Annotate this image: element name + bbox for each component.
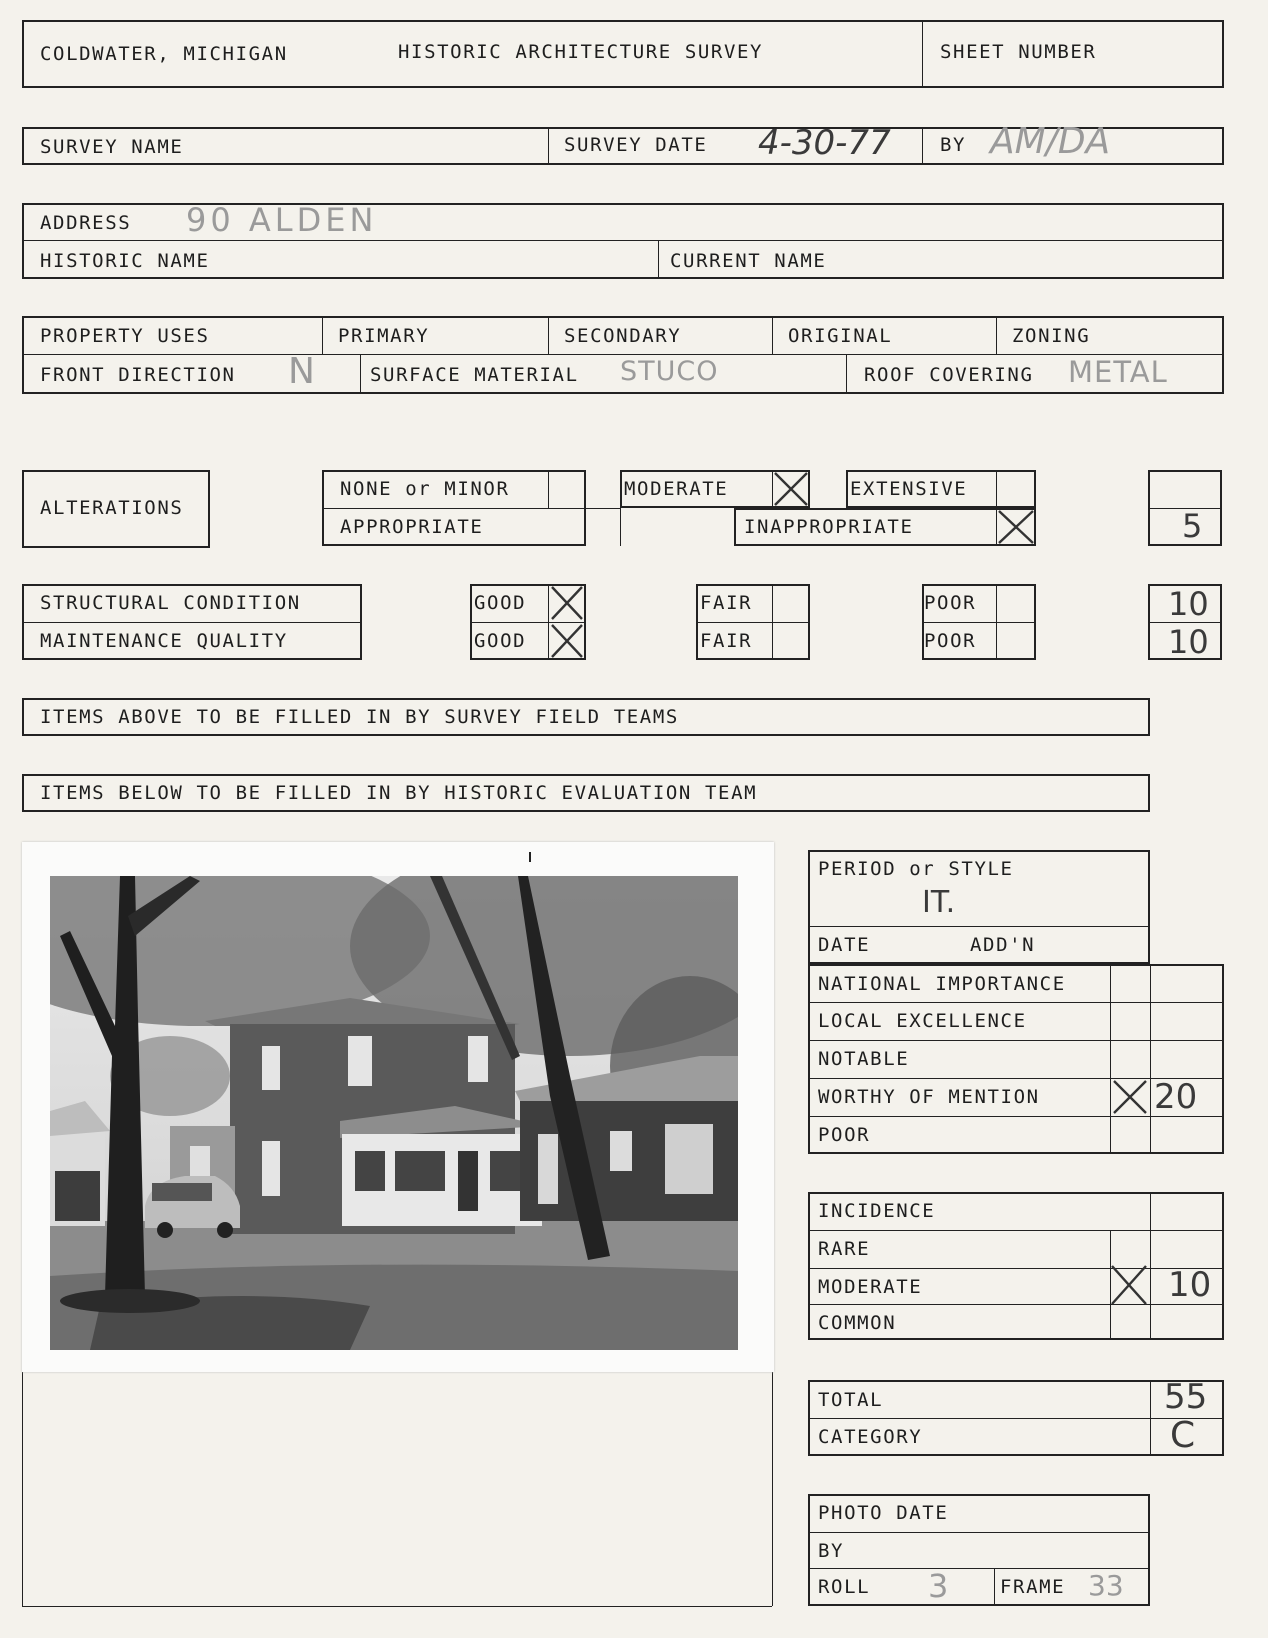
survey-divider-2	[922, 127, 923, 165]
photo-date-label: PHOTO DATE	[818, 1502, 949, 1524]
totals-score-col	[1150, 1380, 1151, 1456]
incidence-score: 10	[1168, 1265, 1212, 1305]
alterations-label: ALTERATIONS	[40, 497, 184, 519]
alt-moderate-checked-icon	[772, 470, 810, 508]
roll-value: 3	[928, 1567, 949, 1605]
worthy-score: 20	[1154, 1077, 1198, 1117]
incidence-row-1	[808, 1230, 1224, 1231]
structural-condition-label: STRUCTURAL CONDITION	[40, 592, 301, 614]
photo-info-row-1	[808, 1532, 1150, 1533]
importance-row-1	[808, 1002, 1224, 1003]
total-label: TOTAL	[818, 1389, 884, 1411]
alt-appropriate: APPROPRIATE	[340, 516, 484, 538]
incidence-score-col	[1150, 1192, 1151, 1340]
alt-extensive-divider	[996, 470, 997, 508]
fair-divider	[696, 622, 810, 623]
date-label: DATE	[818, 934, 871, 956]
city-label: COLDWATER, MICHIGAN	[40, 43, 288, 65]
category-value: C	[1170, 1415, 1196, 1456]
maintenance-score: 10	[1168, 623, 1209, 661]
incidence-row-2	[808, 1268, 1224, 1269]
alt-inappropriate-checked-icon	[996, 508, 1036, 546]
address-label: ADDRESS	[40, 212, 132, 234]
name-divider	[658, 240, 659, 279]
property-col-6	[846, 354, 847, 394]
survey-divider-1	[548, 127, 549, 165]
condition-label-divider	[22, 622, 362, 623]
house-photograph	[50, 876, 738, 1350]
property-col-4	[996, 316, 997, 354]
poor-divider	[922, 622, 1036, 623]
photo-area-bottom-edge	[22, 1606, 772, 1607]
alt-connector	[586, 508, 620, 509]
incidence-rare: RARE	[818, 1238, 871, 1260]
property-col-2	[548, 316, 549, 354]
incidence-moderate-checked-icon	[1108, 1262, 1150, 1308]
photo-mount-tick	[529, 852, 531, 862]
maintenance-good: GOOD	[474, 630, 527, 652]
alt-none-check-divider	[548, 470, 549, 508]
importance-check-col	[1110, 964, 1111, 1154]
importance-score-col	[1150, 964, 1151, 1154]
structural-fair: FAIR	[700, 592, 753, 614]
total-value: 55	[1164, 1377, 1208, 1417]
structural-good-checked-icon	[548, 584, 586, 622]
maintenance-good-checked-icon	[548, 622, 586, 660]
survey-by-label: BY	[940, 134, 967, 156]
period-label: PERIOD or STYLE	[818, 858, 1014, 880]
front-direction-label: FRONT DIRECTION	[40, 364, 236, 386]
structural-poor: POOR	[924, 592, 977, 614]
alt-moderate: MODERATE	[624, 478, 729, 500]
alt-inappropriate: INAPPROPRIATE	[744, 516, 914, 538]
worthy-of-mention: WORTHY OF MENTION	[818, 1086, 1040, 1108]
maintenance-quality-label: MAINTENANCE QUALITY	[40, 630, 288, 652]
address-value: 90 ALDEN	[186, 201, 378, 239]
structural-good: GOOD	[474, 592, 527, 614]
addn-label: ADD'N	[970, 934, 1036, 956]
zoning-label: ZONING	[1012, 325, 1091, 347]
roll-label: ROLL	[818, 1576, 871, 1598]
worthy-checked-icon	[1110, 1078, 1150, 1116]
notable: NOTABLE	[818, 1048, 910, 1070]
roof-covering-value: METAL	[1068, 355, 1168, 389]
structural-score: 10	[1168, 585, 1209, 623]
alterations-score: 5	[1182, 507, 1203, 545]
property-row-divider	[22, 354, 1224, 355]
maintenance-poor: POOR	[924, 630, 977, 652]
front-direction-value: N	[288, 351, 315, 392]
national-importance: NATIONAL IMPORTANCE	[818, 973, 1066, 995]
local-excellence: LOCAL EXCELLENCE	[818, 1010, 1027, 1032]
evaluation-poor: POOR	[818, 1124, 871, 1146]
photo-image	[50, 876, 738, 1350]
category-label: CATEGORY	[818, 1426, 923, 1448]
incidence-common: COMMON	[818, 1312, 897, 1334]
note-below: ITEMS BELOW TO BE FILLED IN BY HISTORIC EVALUATION TEAM	[40, 782, 758, 804]
frame-value: 33	[1088, 1569, 1124, 1602]
note-above: ITEMS ABOVE TO BE FILLED IN BY SURVEY FIELD TEAMS	[40, 706, 679, 728]
property-col-3	[772, 316, 773, 354]
poor-check-divider	[996, 584, 997, 660]
importance-row-2	[808, 1040, 1224, 1041]
property-col-5	[360, 354, 361, 394]
survey-name-label: SURVEY NAME	[40, 136, 184, 158]
address-row-divider	[22, 240, 1224, 241]
period-divider	[808, 926, 1150, 927]
incidence-moderate: MODERATE	[818, 1276, 923, 1298]
maintenance-fair: FAIR	[700, 630, 753, 652]
historic-name-label: HISTORIC NAME	[40, 250, 210, 272]
primary-label: PRIMARY	[338, 325, 430, 347]
photo-area-left-edge	[22, 1372, 23, 1606]
incidence-label: INCIDENCE	[818, 1200, 936, 1222]
original-label: ORIGINAL	[788, 325, 893, 347]
surface-material-label: SURFACE MATERIAL	[370, 364, 579, 386]
incidence-row-3	[808, 1304, 1224, 1305]
form-title: HISTORIC ARCHITECTURE SURVEY	[398, 41, 764, 63]
current-name-label: CURRENT NAME	[670, 250, 827, 272]
survey-date-label: SURVEY DATE	[564, 134, 708, 156]
period-value: IT.	[922, 885, 956, 920]
frame-label: FRAME	[1000, 1576, 1066, 1598]
survey-by-value: AM/DA	[990, 121, 1111, 162]
sheet-number-label: SHEET NUMBER	[940, 41, 1097, 63]
roof-covering-label: ROOF COVERING	[864, 364, 1034, 386]
header-divider	[922, 20, 923, 88]
alt-none-minor: NONE or MINOR	[340, 478, 510, 500]
secondary-label: SECONDARY	[564, 325, 682, 347]
totals-divider	[808, 1418, 1224, 1419]
photo-info-frame-col	[994, 1568, 995, 1606]
photo-by-label: BY	[818, 1540, 845, 1562]
alt-mid-line-1	[322, 508, 586, 509]
fair-check-divider	[772, 584, 773, 660]
survey-date-value: 4-30-77	[758, 123, 891, 163]
surface-material-value: STUCO	[620, 356, 719, 387]
property-col-1	[322, 316, 323, 354]
alt-extensive: EXTENSIVE	[850, 478, 968, 500]
alt-inappropriate-left	[620, 508, 621, 546]
property-uses-label: PROPERTY USES	[40, 325, 210, 347]
